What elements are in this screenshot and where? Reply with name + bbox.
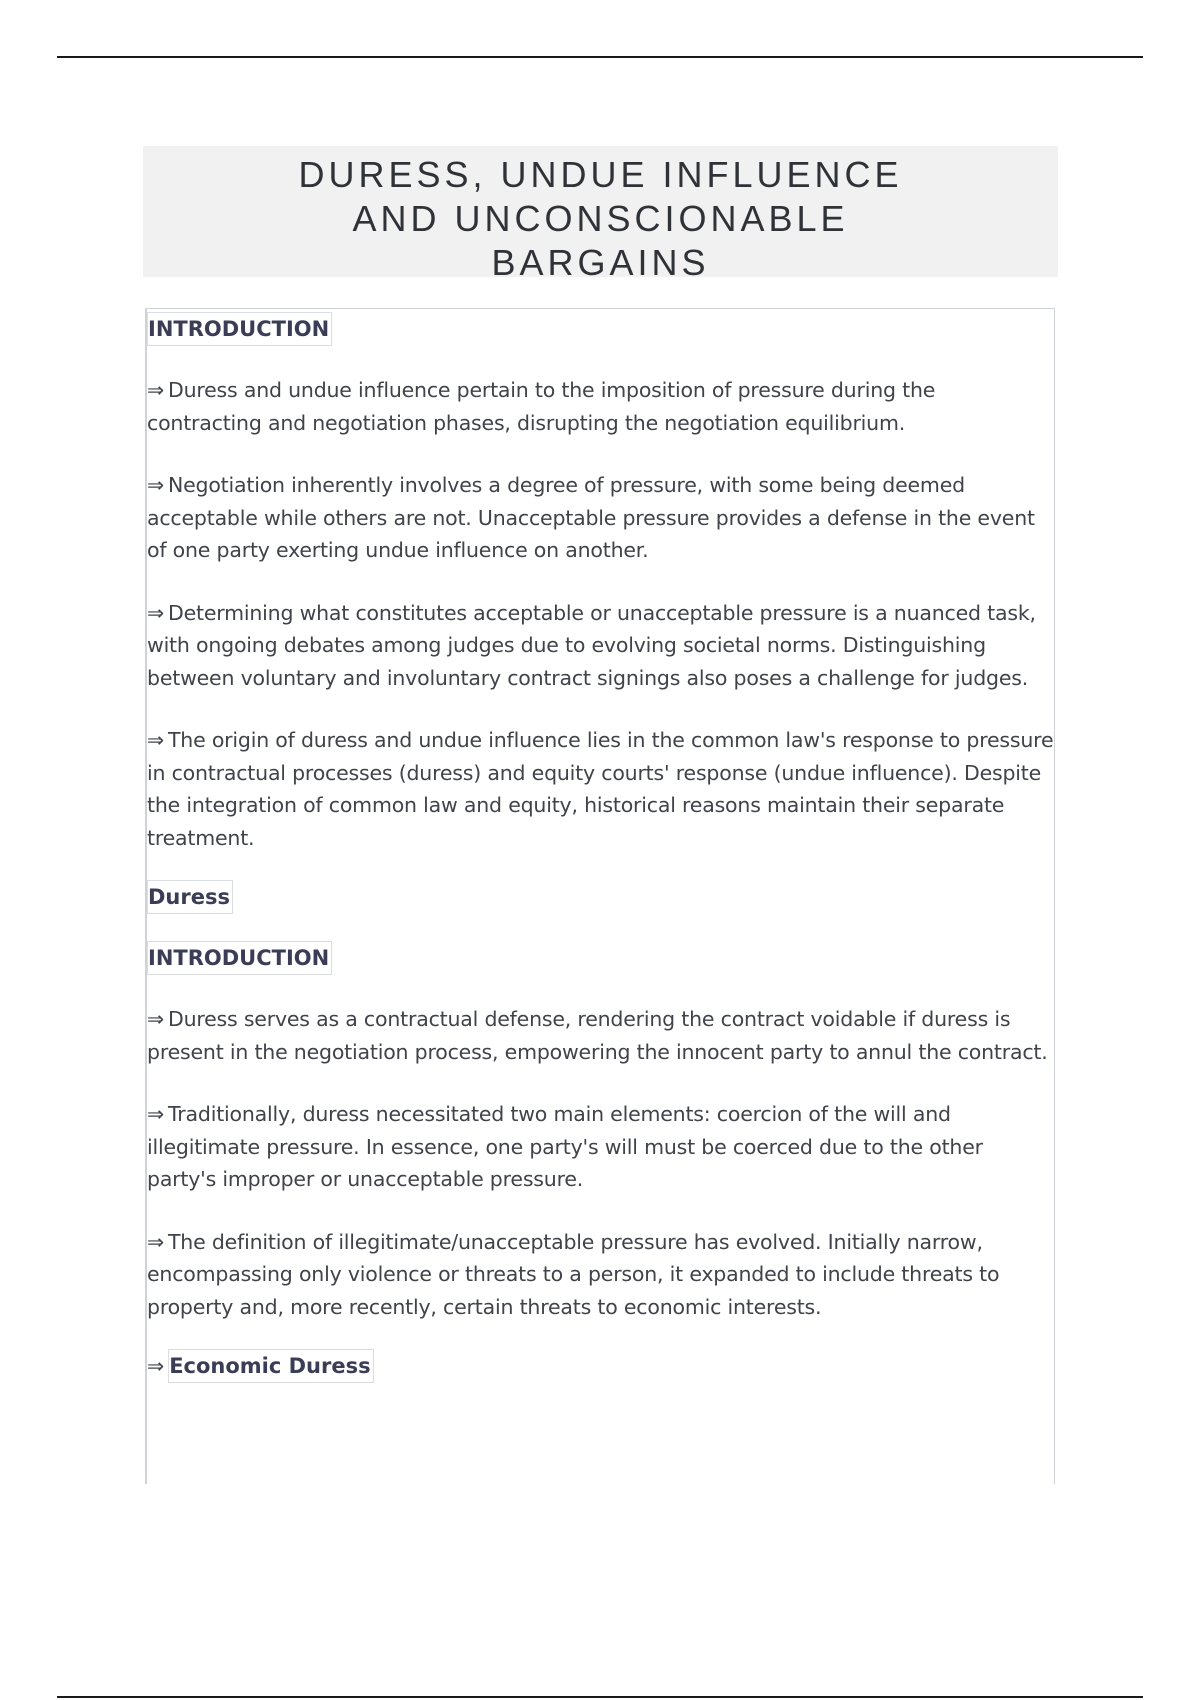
arrow-icon: ⇒: [147, 1229, 164, 1254]
paragraph: ⇒ Duress and undue influence pertain to the imposition of pressure during the contracting and negotiation phases, disrupting the negotiation equilibrium.: [147, 378, 936, 435]
arrow-icon: ⇒: [147, 1102, 164, 1126]
arrow-icon: ⇒: [147, 600, 164, 625]
arrow-icon: ⇒: [147, 473, 164, 497]
arrow-icon: ⇒: [147, 1007, 164, 1031]
arrow-icon: ⇒: [147, 1354, 165, 1378]
top-rule: [57, 56, 1143, 58]
section-heading-duress: Duress: [147, 880, 233, 914]
bottom-rule: [57, 1696, 1143, 1698]
arrow-icon: ⇒: [147, 378, 164, 402]
paragraph: ⇒ The definition of illegitimate/unacceptable pressure has evolved. Initially narrow, encompassing only violence or threats to a person, it expanded to include threats to property and, more recently, certain threats to economic interests.: [147, 1229, 1000, 1319]
paragraph: ⇒ Duress serves as a contractual defense, rendering the contract voidable if duress is present in the negotiation process, empowering the innocent party to annul the contract.: [147, 1007, 1048, 1064]
subsection-heading-introduction: INTRODUCTION: [147, 941, 332, 975]
section1-body: [147, 374, 1054, 854]
paragraph: ⇒ The origin of duress and undue influence lies in the common law's response to pressure in contractual processes (duress) and equity courts' response (undue influence). Despite the integration of common law and equity, historical reasons maintain their separate treatment.: [147, 728, 1054, 850]
paragraph: ⇒ Traditionally, duress necessitated two main elements: coercion of the will and illegitimate pressure. In essence, one party's will must be coerced due to the other party's improper or unacceptable pressure.: [147, 1102, 983, 1191]
arrow-icon: ⇒: [147, 728, 164, 752]
subsection-heading-economic-duress: Economic Duress: [168, 1349, 373, 1383]
section2-body: [147, 1003, 1054, 1323]
paragraph: ⇒ Negotiation inherently involves a degree of pressure, with some being deemed acceptable while others are not. Unacceptable pressure provides a defense in the event of one party exerting undue influence on another.: [147, 473, 1035, 562]
content-panel: [145, 308, 1055, 1484]
paragraph: ⇒ Determining what constitutes acceptable or unacceptable pressure is a nuanced task, with ongoing debates among judges due to evolving societal norms. Distinguishing between voluntary and involuntary contract signings also poses a challenge for judges.: [147, 600, 1036, 690]
document-title: DURESS, UNDUE INFLUENCE AND UNCONSCIONABLE BARGAINS: [298, 153, 903, 283]
economic-duress-line: [147, 1349, 1054, 1383]
section-heading-introduction: INTRODUCTION: [147, 312, 332, 346]
title-banner: [143, 146, 1058, 283]
